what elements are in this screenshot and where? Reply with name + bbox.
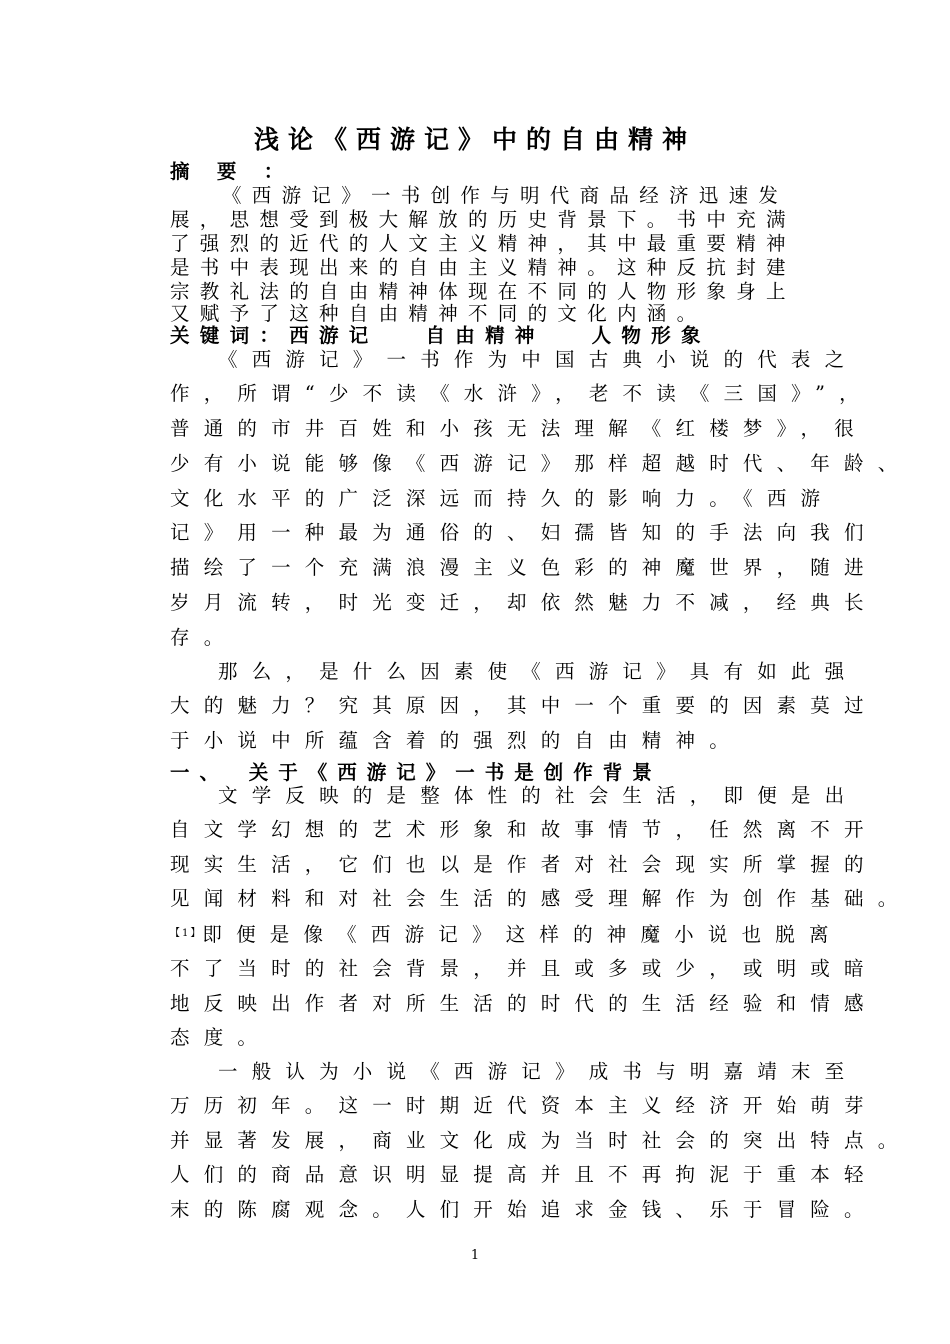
abstract-line: 是书中表现出来的自由主义精神。这种反抗封建 bbox=[170, 256, 796, 279]
keywords-line: 关键词：西游记 自由精神 人物形象 bbox=[170, 324, 711, 347]
body-line: 文化水平的广泛深远而持久的影响力。《西游 bbox=[170, 487, 835, 510]
body-line: 自文学幻想的艺术形象和故事情节，任然离不开 bbox=[170, 818, 878, 841]
body-line: 现实生活，它们也以是作者对社会现实所掌握的 bbox=[170, 853, 878, 876]
body-line: 普通的市井百姓和小孩无法理解《红楼梦》，很 bbox=[170, 417, 868, 440]
body-line: 态度。 bbox=[170, 1026, 272, 1049]
body-line: 一般认为小说《西游记》成书与明嘉靖末至 bbox=[218, 1060, 859, 1083]
body-line: 《西游记》一书作为中国古典小说的代表之 bbox=[218, 348, 859, 371]
abstract-line: 了强烈的近代的人文主义精神，其中最重要精神 bbox=[170, 232, 796, 255]
section-heading: 一、 关于《西游记》一书是创作背景 bbox=[170, 761, 662, 784]
body-line: 万历初年。这一时期近代资本主义经济开始萌芽 bbox=[170, 1094, 878, 1117]
body-line: 于小说中所蕴含着的强烈的自由精神。 bbox=[170, 729, 743, 752]
body-line: 不了当时的社会背景，并且或多或少，或明或暗 bbox=[170, 957, 878, 980]
body-line: 岁月流转，时光变迁，却依然魅力不减，经典长 bbox=[170, 591, 878, 614]
document-title: 浅论《西游记》中的自由精神 bbox=[253, 125, 696, 154]
abstract-line: 宗教礼法的自由精神体现在不同的人物形象身上 bbox=[170, 280, 796, 303]
body-line: 并显著发展，商业文化成为当时社会的突出特点。 bbox=[170, 1129, 912, 1152]
body-line: 见闻材料和对社会生活的感受理解作为创作基础。 bbox=[170, 887, 912, 910]
body-line: 描绘了一个充满浪漫主义色彩的神魔世界，随进 bbox=[170, 556, 878, 579]
abstract-line: 又赋予了这种自由精神不同的文化内涵。 bbox=[170, 302, 707, 325]
body-line: 文学反映的是整体性的社会生活，即便是出 bbox=[218, 784, 859, 807]
body-line: 地反映出作者对所生活的时代的生活经验和情感 bbox=[170, 992, 878, 1015]
body-line: 存。 bbox=[170, 626, 238, 649]
body-line: 少有小说能够像《西游记》那样超越时代、年龄、 bbox=[170, 452, 912, 475]
body-line: 作，所谓“少不读《水浒》，老不读《三国》”， bbox=[170, 382, 873, 405]
footnote-marker: 【1】 bbox=[170, 928, 203, 939]
abstract-line: 《西游记》一书创作与明代商品经济迅速发 bbox=[222, 184, 789, 207]
body-line: 大的魅力？究其原因，其中一个重要的因素莫过 bbox=[170, 694, 878, 717]
body-line: 记》用一种最为通俗的、妇孺皆知的手法向我们 bbox=[170, 521, 878, 544]
body-line: 那么，是什么因素使《西游记》具有如此强 bbox=[218, 660, 859, 683]
body-line: 人们的商品意识明显提高并且不再拘泥于重本轻 bbox=[170, 1163, 878, 1186]
body-text: 即便是像《西游记》这样的神魔小说也脱离 bbox=[202, 923, 843, 946]
abstract-line: 展，思想受到极大解放的历史背景下。书中充满 bbox=[170, 208, 796, 231]
body-line bbox=[170, 920, 843, 949]
page-number: 1 bbox=[470, 1248, 480, 1263]
body-line: 末的陈腐观念。人们开始追求金钱、乐于冒险。 bbox=[170, 1198, 878, 1221]
abstract-label: 摘 要 ： bbox=[170, 160, 294, 183]
